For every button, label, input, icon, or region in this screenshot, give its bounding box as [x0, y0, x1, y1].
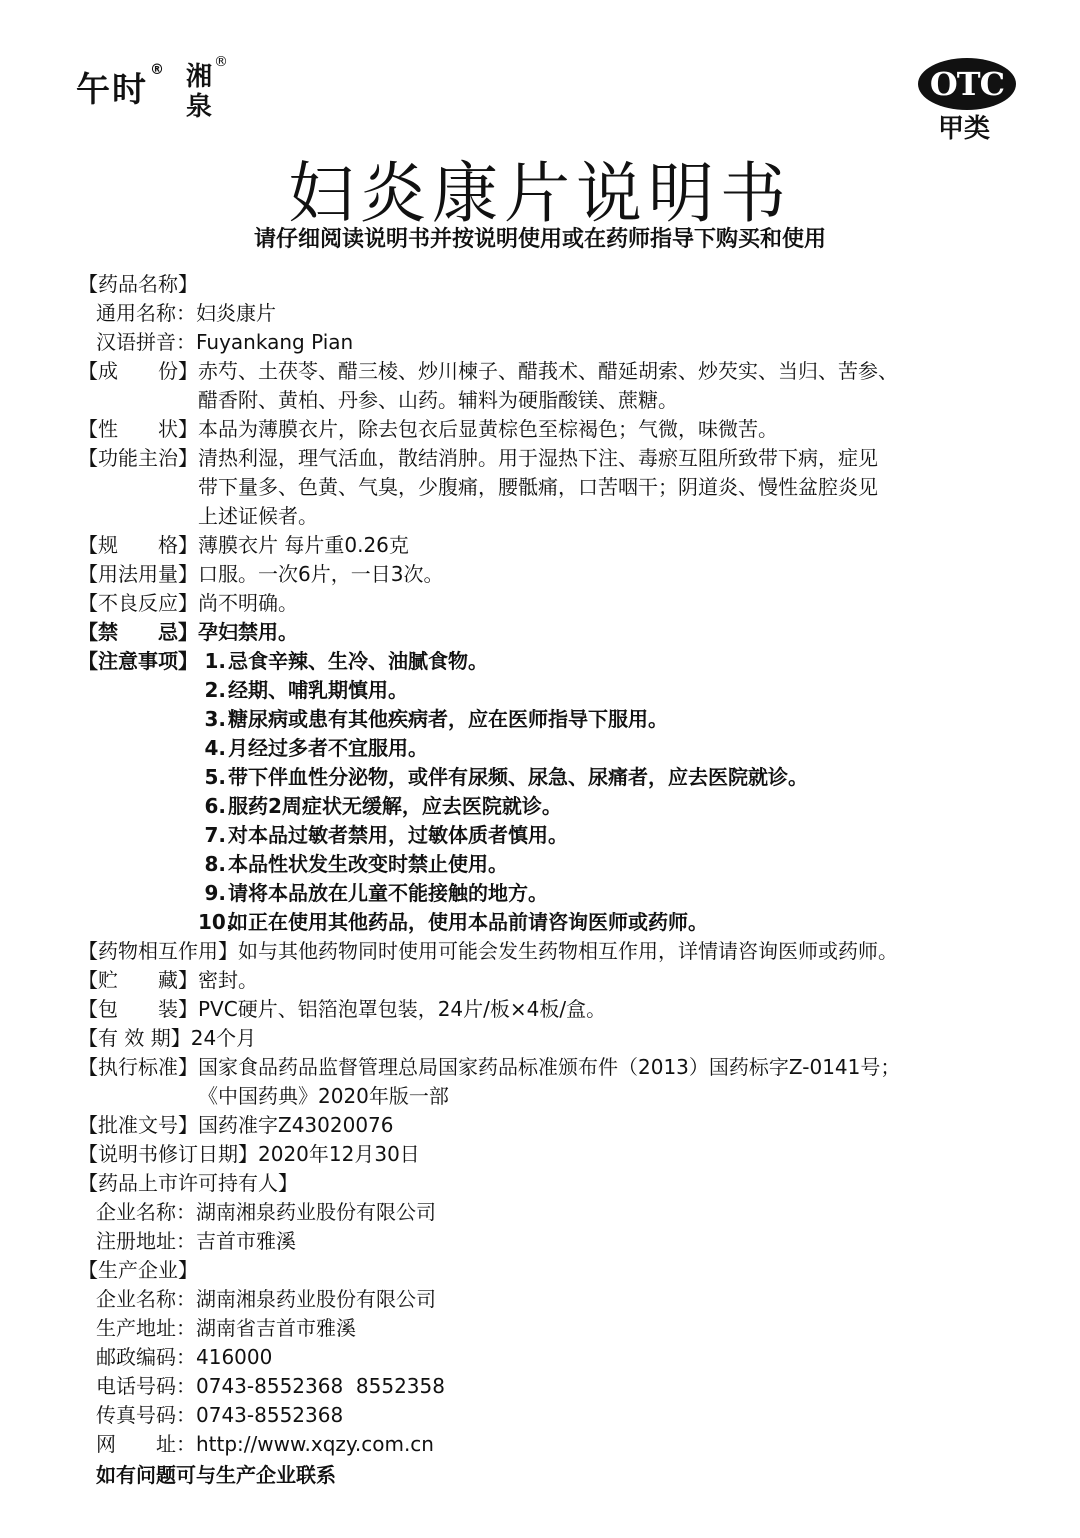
precaution-item — [198, 647, 1068, 676]
otc-class-label: 甲类 — [938, 114, 991, 144]
section-spec: 【规 格】 薄膜衣片 每片重0.26克 — [78, 533, 409, 557]
precaution-number: 9. — [204, 881, 226, 905]
section-manufacturer: 【生产企业】 — [78, 1258, 198, 1282]
precaution-number: 7. — [204, 823, 226, 847]
section-precautions: 【注意事项】 1. 忌食辛辣、生冷、油腻食物。 2. 经期、哺乳期慎用。 3. 糖尿病或患有其他疾病者，应在医师指导下服用。 4. 月经过多者不宜服用。 5. 带下伴血性分泌物，或伴有尿频、尿急、尿痛者，应去医院就诊。 6. 服药2周症状无缓解，应去医院就诊。 7. 对本品过敏者禁用，过敏体质者慎用。 8. 本品性状发生改变时禁止使用。 9. 请将本品放在儿童不能接触的地方。 10. 如正在使用其他药品，使用本品前请咨询医师或药师。 — [78, 647, 1068, 937]
brand-xiangquan: 湘 泉 — [186, 62, 213, 122]
precaution-text: 本品性状发生改变时禁止使用。 — [228, 852, 508, 876]
precaution-number: 1. — [204, 649, 226, 673]
pinyin-row: 汉语拼音：Fuyankang Pian — [96, 330, 354, 354]
section-standard: 【执行标准】 国家食品药品监督管理总局国家药品标准颁布件（2013）国药标字Z-0141号； 《中国药典》2020年版一部 — [78, 1055, 901, 1108]
leaflet-body — [78, 270, 1068, 1490]
manufacturer-name-row: 企业名称：湖南湘泉药业股份有限公司 — [96, 1287, 436, 1311]
otc-badge: OTC — [918, 58, 1016, 110]
precaution-item — [198, 705, 1068, 734]
page-subtitle: 请仔细阅读说明书并按说明使用或在药师指导下购买和使用 — [253, 227, 826, 252]
footer-note: 如有问题可与生产企业联系 — [96, 1463, 336, 1487]
precaution-text: 服药2周症状无缓解，应去医院就诊。 — [228, 794, 562, 818]
precaution-text: 带下伴血性分泌物，或伴有尿频、尿急、尿痛者，应去医院就诊。 — [228, 765, 808, 789]
holder-name-row: 企业名称：湖南湘泉药业股份有限公司 — [96, 1200, 436, 1224]
precaution-number: 5. — [204, 765, 226, 789]
precaution-number: 3. — [204, 707, 226, 731]
generic-name-row: 通用名称：妇炎康片 — [96, 301, 276, 325]
section-contraindication: 【禁 忌】 孕妇禁用。 — [78, 620, 298, 644]
precaution-item — [198, 850, 1068, 879]
precaution-number: 10. — [198, 910, 234, 934]
precaution-item — [198, 879, 1068, 908]
precaution-item — [198, 676, 1068, 705]
section-package: 【包 装】 PVC硬片、铝箔泡罩包装，24片/板×4板/盒。 — [78, 997, 607, 1021]
precaution-text: 月经过多者不宜服用。 — [228, 736, 428, 760]
section-revision-date: 【说明书修订日期】 2020年12月30日 — [78, 1142, 420, 1166]
section-interaction: 【药物相互作用】 如与其他药物同时使用可能会发生药物相互作用，详情请咨询医师或药师。 — [78, 939, 898, 963]
page-title: 妇炎康片说明书 — [288, 155, 792, 232]
manufacturer-address-row: 生产地址：湖南省吉首市雅溪 — [96, 1316, 356, 1340]
brand-wushi: 午时 ® — [76, 62, 166, 110]
precaution-number: 6. — [204, 794, 226, 818]
precaution-number: 2. — [204, 678, 226, 702]
precaution-text: 请将本品放在儿童不能接触的地方。 — [228, 881, 548, 905]
section-usage: 【用法用量】 口服。一次6片，一日3次。 — [78, 562, 444, 586]
precaution-item — [198, 908, 1068, 937]
precautions-list — [198, 647, 1068, 937]
section-drug-name: 【药品名称】 — [78, 272, 198, 296]
precaution-number: 8. — [204, 852, 226, 876]
precaution-item — [198, 792, 1068, 821]
section-function: 【功能主治】 清热利湿，理气活血，散结消肿。用于湿热下注、毒瘀互阻所致带下病，症见 带下量多、色黄、气臭，少腹痛，腰骶痛，口苦咽干；阴道炎、慢性盆腔炎见 上述证候者。 — [78, 446, 878, 528]
website-link[interactable]: http://www.xqzy.com.cn — [196, 1432, 434, 1456]
precaution-text: 对本品过敏者禁用，过敏体质者慎用。 — [228, 823, 568, 847]
section-storage: 【贮 藏】 密封。 — [78, 968, 258, 992]
section-approval: 【批准文号】 国药准字Z43020076 — [78, 1113, 394, 1137]
section-holder: 【药品上市许可持有人】 — [78, 1171, 298, 1195]
section-adverse: 【不良反应】 尚不明确。 — [78, 591, 298, 615]
precaution-text: 如正在使用其他药品，使用本品前请咨询医师或药师。 — [228, 910, 708, 934]
precaution-item — [198, 763, 1068, 792]
section-ingredients: 【成 份】 赤芍、土茯苓、醋三棱、炒川楝子、醋莪术、醋延胡索、炒芡实、当归、苦参、 醋香附、黄柏、丹参、山药。辅料为硬脂酸镁、蔗糖。 — [78, 359, 898, 412]
precaution-item — [198, 821, 1068, 850]
brand-xiangquan-mark: ® — [214, 54, 229, 70]
zip-row: 邮政编码：416000 — [96, 1345, 273, 1369]
precaution-number: 4. — [204, 736, 226, 760]
fax-row: 传真号码：0743-8552368 — [96, 1403, 344, 1427]
precaution-text: 糖尿病或患有其他疾病者，应在医师指导下服用。 — [228, 707, 668, 731]
website-row: 网 址：http://www.xqzy.com.cn — [96, 1432, 434, 1456]
phone-row: 电话号码：0743-8552368 8552358 — [96, 1374, 445, 1398]
precaution-text: 经期、哺乳期慎用。 — [228, 678, 408, 702]
precaution-item — [198, 734, 1068, 763]
brand-logo — [76, 54, 229, 122]
section-validity: 【有 效 期】 24个月 — [78, 1026, 257, 1050]
holder-address-row: 注册地址：吉首市雅溪 — [96, 1229, 296, 1253]
precaution-text: 忌食辛辣、生冷、油腻食物。 — [228, 649, 488, 673]
section-character: 【性 状】 本品为薄膜衣片，除去包衣后显黄棕色至棕褐色；气微，味微苦。 — [78, 417, 778, 441]
